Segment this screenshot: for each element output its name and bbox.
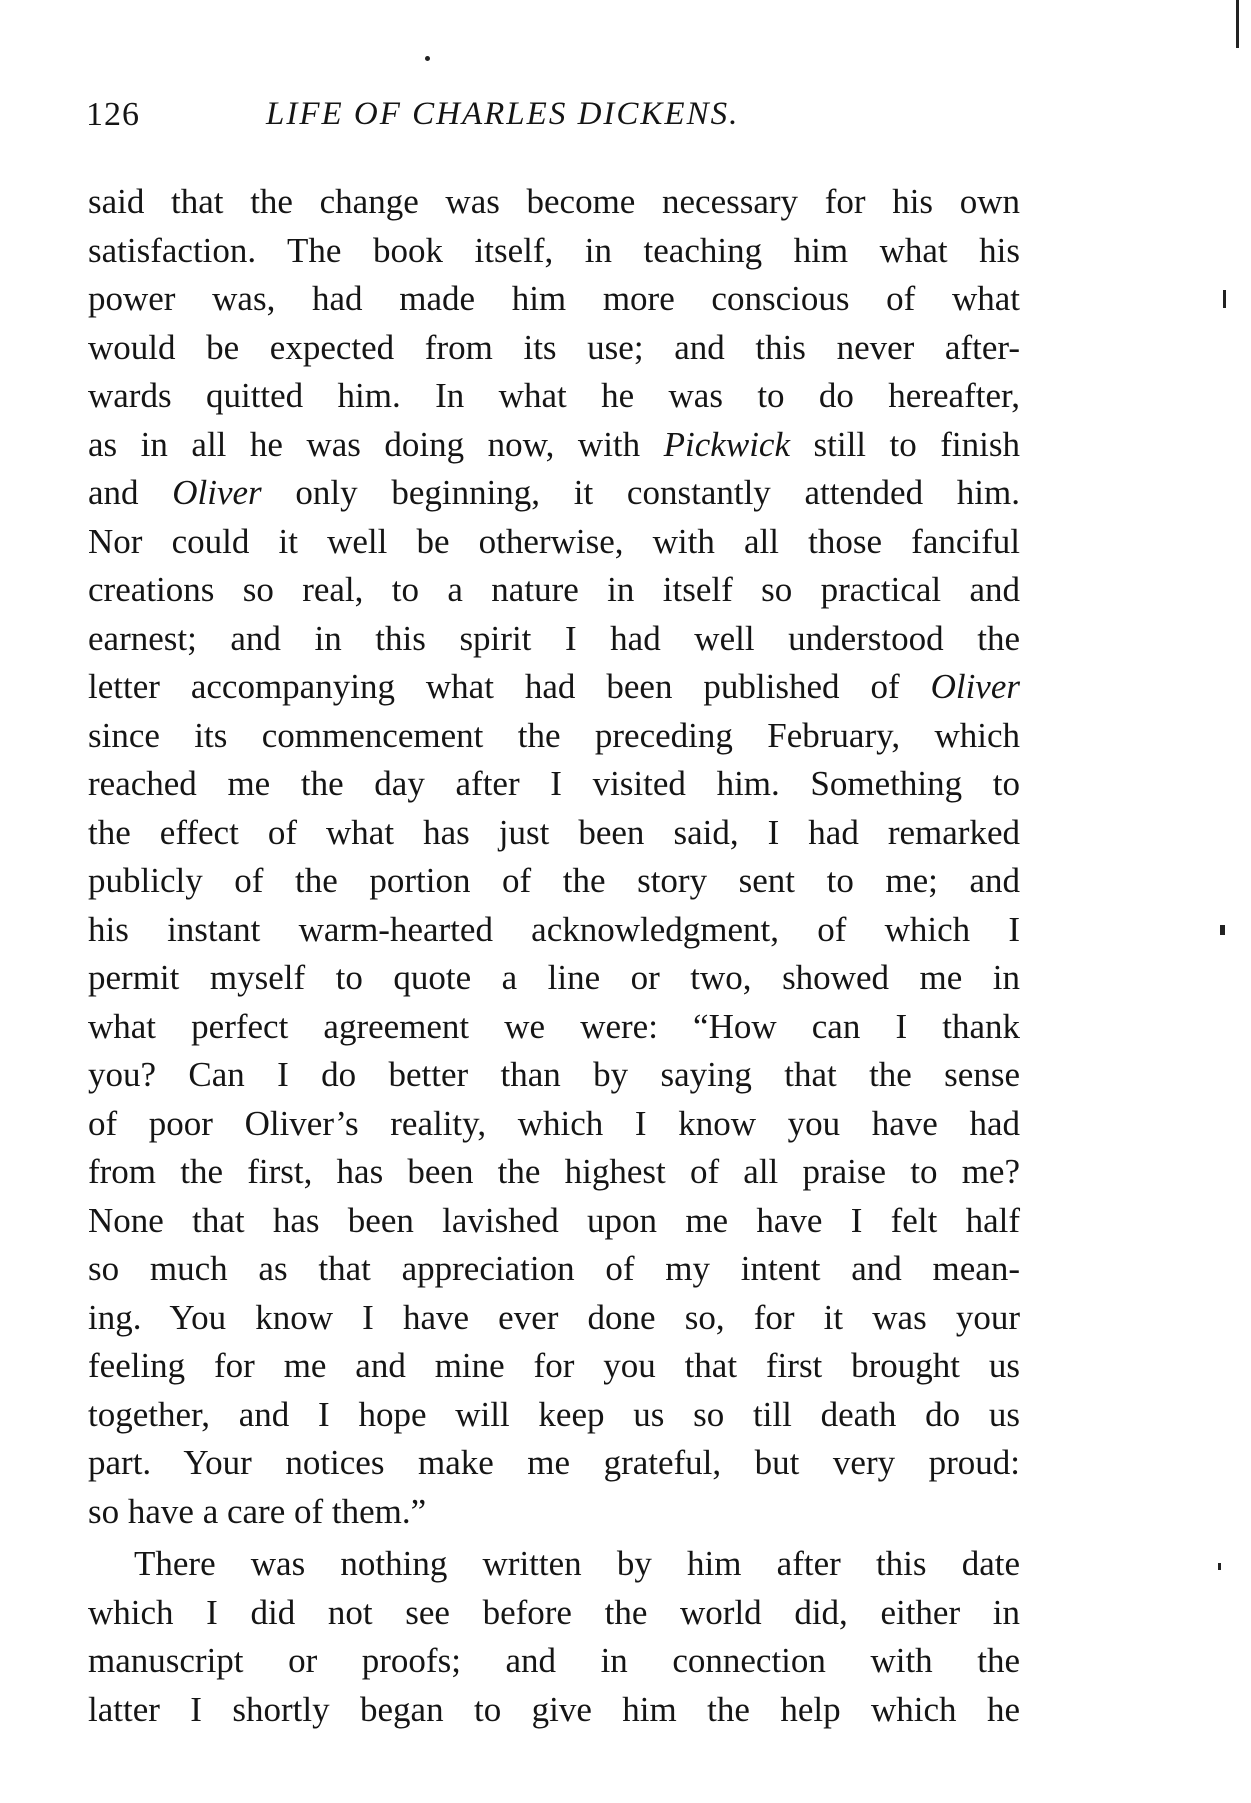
text-run: as in all he was doing now, with: [88, 424, 664, 464]
text-run: still to finish: [789, 424, 1021, 464]
text-line: Nor could it well be otherwise, with all those fanciful: [88, 521, 1020, 561]
text-line: power was, had made him more conscious of what: [88, 279, 1020, 318]
text-line: feeling for me and mine for you that first brought us: [88, 1346, 1020, 1385]
text-line: publicly of the portion of the story sent to me; and: [88, 861, 1020, 900]
text-line: which I did not see before the world did, either in: [88, 1592, 1020, 1632]
text-line: of poor Oliver’s reality, which I know you have had: [88, 1103, 1020, 1143]
text-line: wards quitted him. In what he was to do hereafter,: [88, 376, 1020, 415]
text-run: and: [88, 473, 173, 512]
text-line: part. Your notices make me grateful, but very proud:: [88, 1443, 1020, 1482]
text-line: from the first, has been the highest of all praise to me?: [88, 1152, 1020, 1191]
text-run: letter accompanying what had been published of: [88, 667, 931, 706]
scan-artifact: [425, 56, 430, 61]
text-line: earnest; and in this spirit I had well understood the: [88, 618, 1020, 658]
text-line: reached me the day after I visited him. Something to: [88, 764, 1020, 803]
text-line: since its commencement the preceding February, which: [88, 715, 1020, 755]
text-line: latter I shortly began to give him the help which he: [88, 1689, 1020, 1729]
text-line: so have a care of them.”: [88, 1491, 427, 1531]
scan-artifact: [1236, 0, 1239, 48]
text-line: satisfaction. The book itself, in teaching him what his: [88, 230, 1020, 270]
text-line: would be expected from its use; and this never after-: [88, 327, 1020, 367]
text-line: ing. You know I have ever done so, for it was your: [88, 1297, 1020, 1337]
text-line: the effect of what has just been said, I had remarked: [88, 812, 1020, 852]
text-line: what perfect agreement we were: “How can I thank: [88, 1006, 1020, 1046]
paragraph-first-line: There was nothing written by him after this date: [134, 1544, 1020, 1583]
text-line: permit myself to quote a line or two, showed me in: [88, 958, 1020, 997]
body-text: [88, 178, 1020, 1734]
running-head: LIFE OF CHARLES DICKENS.: [266, 96, 740, 132]
scan-artifact: [1218, 1563, 1221, 1570]
text-line: together, and I hope will keep us so till death do us: [88, 1394, 1020, 1434]
text-line: None that has been lavished upon me have I felt half: [88, 1200, 1020, 1240]
page-header: [86, 96, 1026, 142]
scan-artifact: [1223, 290, 1226, 308]
italic-title: Oliver: [172, 473, 262, 512]
text-line: creations so real, to a nature in itself so practical and: [88, 570, 1020, 609]
page-number: 126: [86, 96, 140, 133]
text-line: you? Can I do better than by saying that the sense: [88, 1055, 1020, 1094]
text-line: manuscript or proofs; and in connection with the: [88, 1641, 1020, 1680]
italic-title: Oliver: [930, 667, 1020, 706]
text-line: [88, 469, 1020, 518]
text-run: only beginning, it constantly attended him.: [261, 473, 1020, 512]
text-line: said that the change was become necessary for his own: [88, 182, 1020, 221]
text-line: [88, 663, 1020, 712]
italic-title: Pickwick: [663, 424, 790, 464]
text-line: so much as that appreciation of my intent and mean-: [88, 1249, 1020, 1288]
text-line: [88, 421, 1020, 470]
text-line: his instant warm-hearted acknowledgment, of which I: [88, 909, 1020, 949]
scan-artifact: [1220, 925, 1225, 935]
